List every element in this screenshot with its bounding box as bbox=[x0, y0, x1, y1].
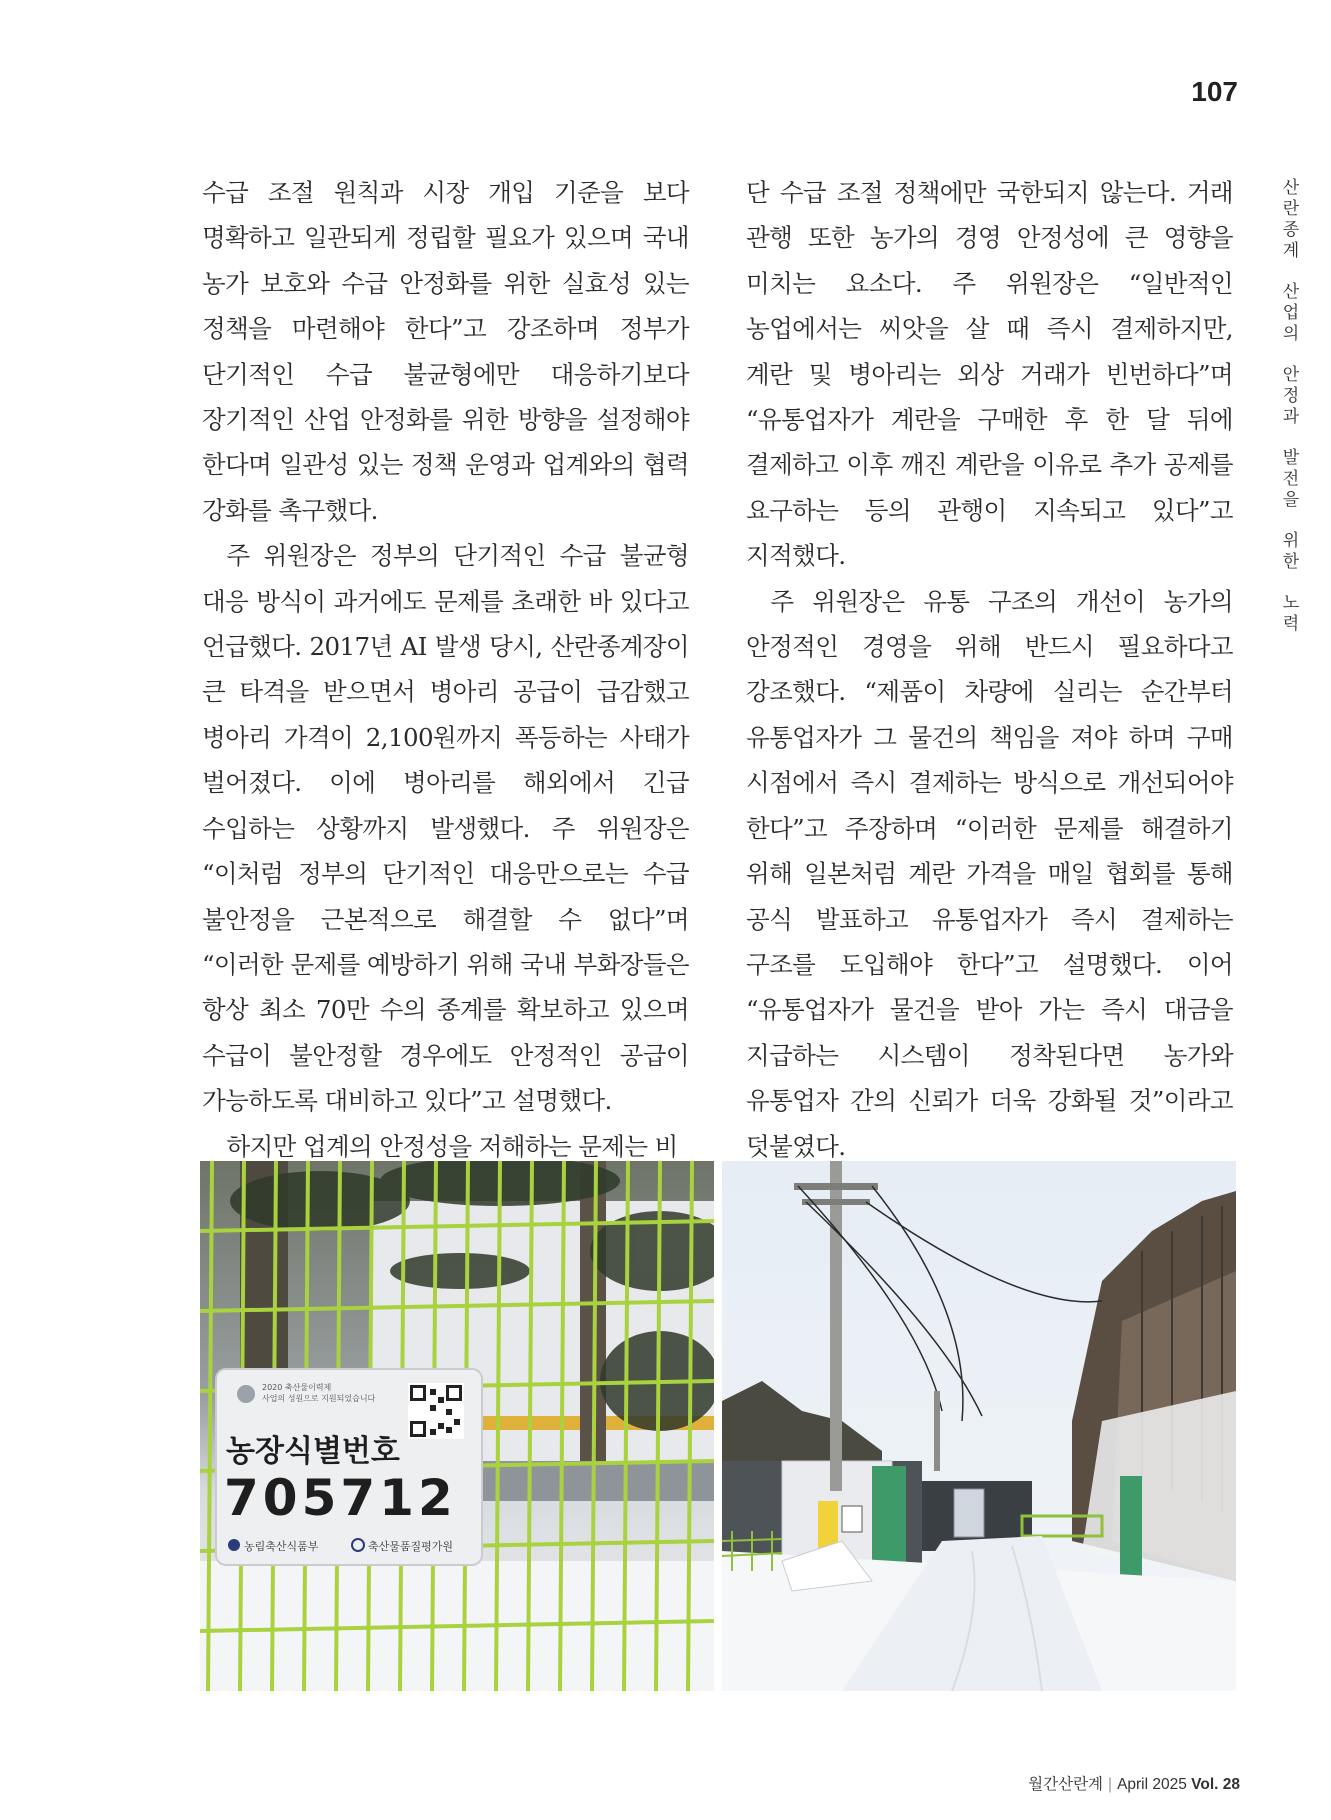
side-title-char: 을 bbox=[1282, 490, 1300, 510]
sign-title: 농장식별번호 bbox=[226, 1434, 400, 1469]
paragraph: 주 위원장은 유통 구조의 개선이 농가의 안정적인 경영을 위해 반드시 필요하다고 강조했다. “제품이 차량에 실리는 순간부터 유통업자가 그 물건의 책임을 져야 하며 구매 시점에서 즉시 결제하는 방식으로 개선되어야 한다”고 주장하며 “이러한 문제를 해결하기 위해 일본처럼 계란 가격을 매일 협회를 통해 공식 발표하고 유통업자가 즉시 결제하는 구조를 도입해야 한다”고 설명했다. 이어 “유통업자가 물건을 받아 가는 즉시 대금을 지급하는 시스템이 정착된다면 농가와 유통업자 간의 신뢰가 더욱 강화될 것”이라고 덧붙였다. bbox=[746, 586, 1233, 1161]
side-title-char: 계 bbox=[1282, 241, 1300, 261]
qr-code-icon bbox=[408, 1383, 464, 1439]
sign-banner-line2: 사업의 성원으로 지원되었습니다 bbox=[262, 1394, 376, 1403]
side-title-char: 안 bbox=[1282, 365, 1300, 385]
side-title-char: 력 bbox=[1282, 614, 1300, 634]
side-title-char: 과 bbox=[1282, 407, 1300, 427]
page-footer bbox=[920, 1772, 1240, 1794]
footer-divider: | bbox=[1108, 1776, 1113, 1793]
ministry-logo-icon bbox=[228, 1539, 240, 1551]
side-title-char: 산 bbox=[1282, 178, 1300, 198]
side-title-char: 전 bbox=[1282, 469, 1300, 489]
side-title-char bbox=[1276, 428, 1306, 448]
side-title-char: 종 bbox=[1282, 220, 1300, 240]
photo-farm-id-sign bbox=[200, 1161, 714, 1691]
paragraph: 수급 조절 원칙과 시장 개입 기준을 보다 명확하고 일관되게 정립할 필요가 있으며 국내 농가 보호와 수급 안정화를 위한 실효성 있는 정책을 마련해야 한다”고 강조하며 정부가 단기적인 수급 불균형에만 대응하기보다 장기적인 산업 안정화를 위한 방향을 설정해야 한다며 일관성 있는 정책 운영과 업계와의 협력 강화를 촉구했다. bbox=[202, 178, 689, 525]
side-title-char: 란 bbox=[1282, 199, 1300, 219]
sign-org1: 농림축산식품부 bbox=[244, 1540, 319, 1553]
article-left-column bbox=[202, 170, 689, 1169]
article-right-column bbox=[746, 170, 1233, 1169]
magazine-name: 월간산란계 bbox=[1028, 1776, 1104, 1793]
side-title-char: 업 bbox=[1282, 303, 1300, 323]
issue-date: April 2025 bbox=[1117, 1776, 1187, 1793]
side-title-char bbox=[1276, 345, 1306, 365]
side-title-char: 노 bbox=[1282, 593, 1300, 613]
farm-id-number: 705712 bbox=[224, 1469, 457, 1527]
paragraph: 단 수급 조절 정책에만 국한되지 않는다. 거래 관행 또한 농가의 경영 안정성에 큰 영향을 미치는 요소다. 주 위원장은 “일반적인 농업에서는 씨앗을 살 때 즉시 결제하지만, 계란 및 병아리는 외상 거래가 빈번하다”며 “유통업자가 계란을 구매한 후 한 달 뒤에 결제하고 이후 깨진 계란을 이유로 추가 공제를 요구하는 등의 관행이 지속되고 있다”고 지적했다. bbox=[746, 178, 1233, 571]
side-title-char: 산 bbox=[1282, 282, 1300, 302]
volume-number: Vol. 28 bbox=[1191, 1776, 1240, 1793]
side-title-char: 의 bbox=[1282, 324, 1300, 344]
side-title-char: 발 bbox=[1282, 448, 1300, 468]
sign-banner-line1: 2020 축산물이력제 bbox=[262, 1383, 332, 1392]
side-title-char: 정 bbox=[1282, 386, 1300, 406]
side-title-char: 위 bbox=[1282, 531, 1300, 551]
side-section-title bbox=[1276, 178, 1306, 635]
side-title-char: 한 bbox=[1282, 552, 1300, 572]
side-title-char bbox=[1276, 573, 1306, 593]
side-title-char bbox=[1276, 511, 1306, 531]
photo-farm-entrance bbox=[722, 1161, 1236, 1691]
page-number: 107 bbox=[1191, 76, 1238, 107]
farm-id-sign bbox=[216, 1369, 482, 1565]
paragraph: 주 위원장은 정부의 단기적인 수급 불균형 대응 방식이 과거에도 문제를 초래한 바 있다고 언급했다. 2017년 AI 발생 당시, 산란종계장이 큰 타격을 받으면서 병아리 공급이 급감했고 병아리 가격이 2,100원까지 폭등하는 사태가 벌어졌다. 이에 병아리를 해외에서 긴급 수입하는 상황까지 발생했다. 주 위원장은 “이처럼 정부의 단기적인 대응만으로는 수급 불안정을 근본적으로 해결할 수 없다”며 “이러한 문제를 예방하기 위해 국내 부화장들은 항상 최소 70만 수의 종계를 확보하고 있으며 수급이 불안정할 경우에도 안정적인 공급이 가능하도록 대비하고 있다”고 설명했다. bbox=[202, 541, 689, 1116]
paragraph: 하지만 업계의 안정성을 저해하는 문제는 비 bbox=[226, 1131, 678, 1161]
sign-org2: 축산물품질평가원 bbox=[368, 1540, 454, 1553]
side-title-char bbox=[1276, 262, 1306, 282]
